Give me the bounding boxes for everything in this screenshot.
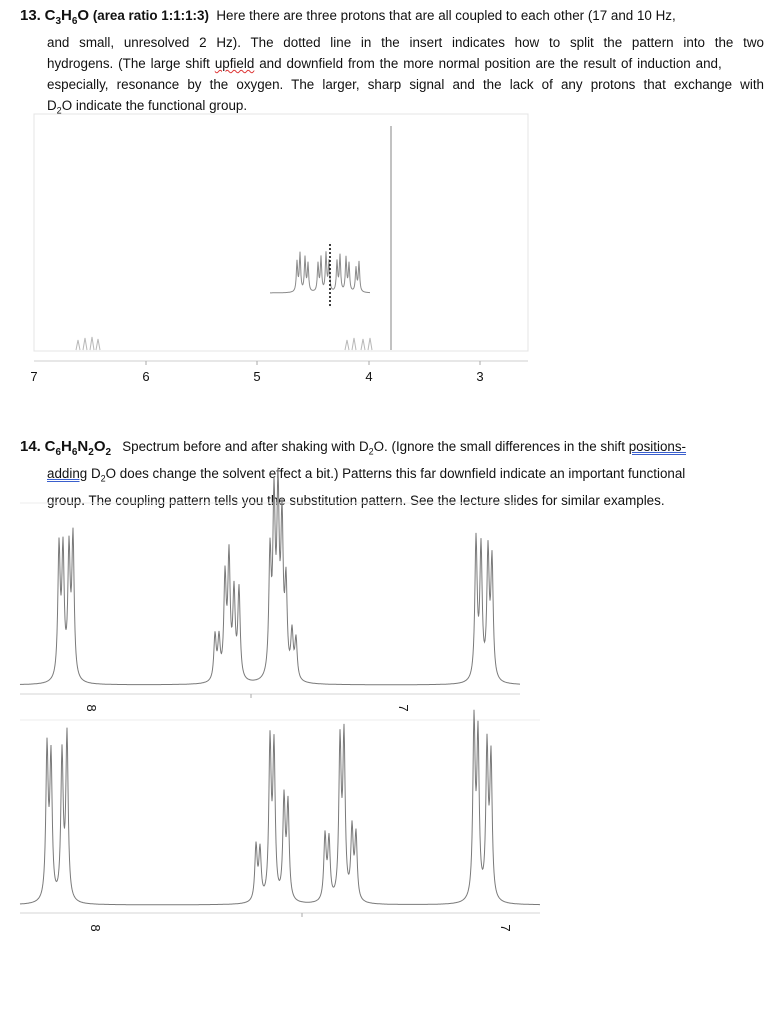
insert-trace <box>270 251 370 293</box>
nmr-spectrum-1 <box>30 114 528 384</box>
problem-13-line-4: especially, resonance by the oxygen. The larger, sharp signal and the lack of any protons that exchange with <box>47 77 764 92</box>
problem-14-line-3: group. The coupling pattern tells you the substitution pattern. See the lecture slides for similar examples. <box>47 492 665 508</box>
axis-label-5: 5 <box>253 369 261 384</box>
problem-14-line-1b: . (Ignore the small differences in the shift <box>384 439 625 454</box>
expansion-insert <box>270 244 370 306</box>
problem-14-formula: $C_6H_6N_2O_2$ <box>44 438 112 458</box>
d2o-formula-2: $D_2O$ <box>358 439 385 457</box>
axis-label-4: 4 <box>365 369 373 384</box>
problem-14-line-1a: Spectrum before and after shaking with <box>122 439 356 454</box>
problem-13-formula: $C_3H_6O$ <box>44 7 90 27</box>
axis-label-7b: 7 <box>396 704 411 712</box>
d2o-formula: $D_2O$ <box>47 98 73 116</box>
nmr-spectrum-2-before <box>20 468 520 712</box>
axis-label-8: 8 <box>84 704 99 712</box>
spectrum-3-trace <box>20 710 540 905</box>
problem-13-line-3b: and downfield from the more normal position are the result of induction and, <box>259 56 722 71</box>
problem-13-line-1: Here there are three protons that are all coupled to each other (17 and 10 Hz, <box>216 8 676 23</box>
problem-14-line-2: does change the solvent effect a bit.) Patterns this far downfield indicate an important functional <box>119 466 686 481</box>
d2o-formula-3: $D_2O$ <box>90 466 117 484</box>
grammar-adding[interactable]: adding <box>47 466 88 481</box>
spellcheck-upfield[interactable]: upfield <box>214 56 255 71</box>
problem-13-line-5: indicate the functional group. <box>75 98 248 113</box>
grammar-positions[interactable]: positions- <box>628 439 687 454</box>
nmr-spectrum-3-after <box>20 710 540 932</box>
problem-14-number: 14. <box>20 438 41 455</box>
problem-13-number: 13. <box>20 7 41 24</box>
spectrum-2-trace <box>20 468 520 685</box>
multiplet-downfield <box>76 337 100 350</box>
axis-label-8b: 8 <box>88 924 103 932</box>
axis-label-3: 3 <box>476 369 484 384</box>
multiplet-upfield <box>345 338 372 350</box>
axis-label-7c: 7 <box>498 924 513 932</box>
spectrum-1-frame <box>34 114 528 351</box>
axis-label-6: 6 <box>142 369 150 384</box>
problem-13-line-2: and small, unresolved 2 Hz). The dotted line in the insert indicates how to split the pattern into the two <box>47 35 764 50</box>
problem-13-line-3a: hydrogens. (The large shift <box>47 56 210 71</box>
axis-label-7: 7 <box>30 369 38 384</box>
area-ratio: (area ratio 1:1:1:3) <box>92 8 209 23</box>
